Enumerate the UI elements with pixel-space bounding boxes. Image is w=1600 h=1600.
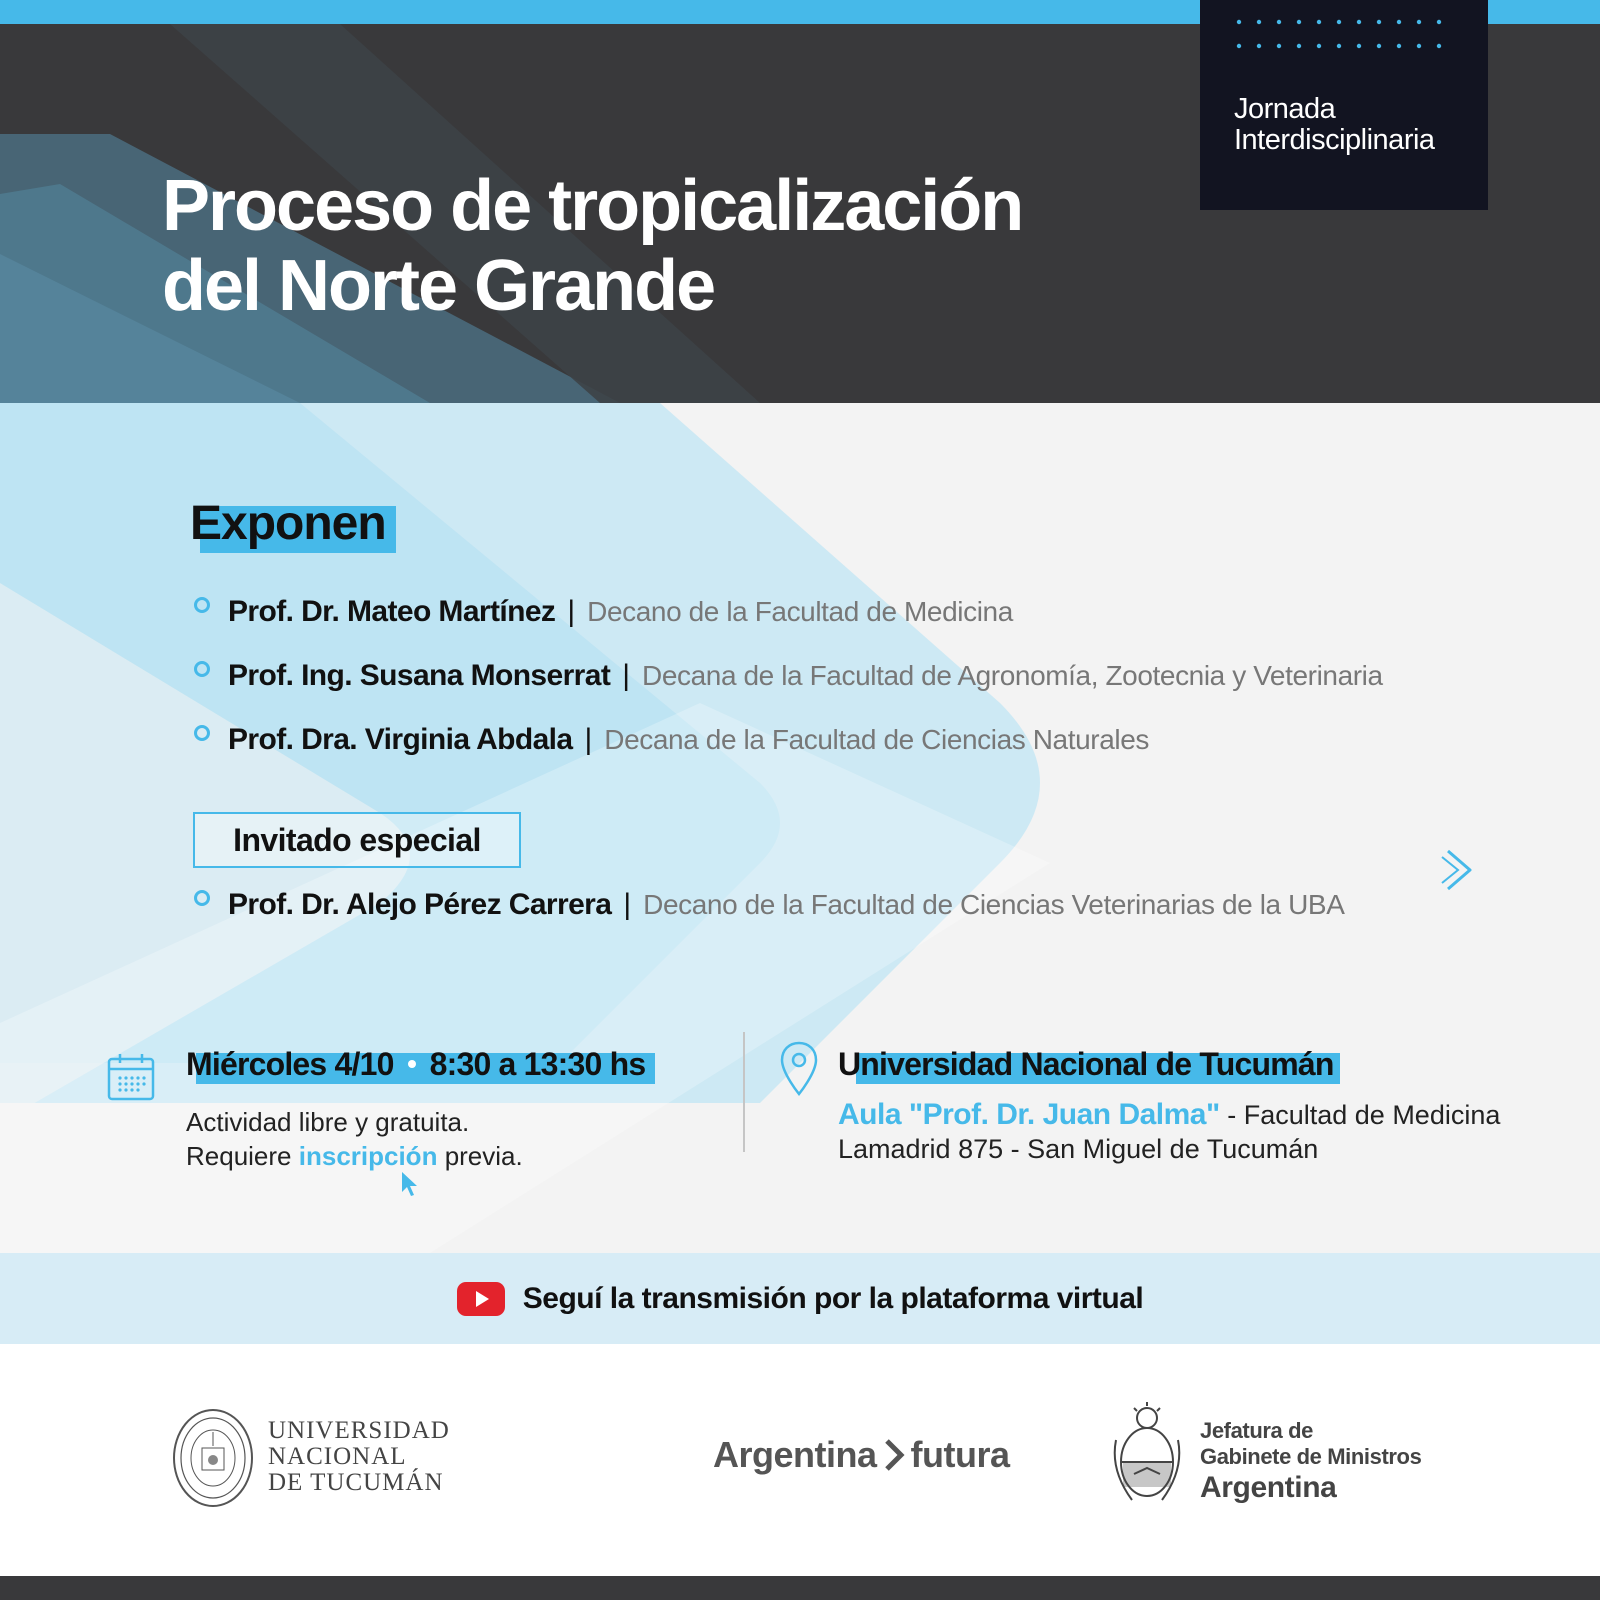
dot-separator — [408, 1060, 416, 1068]
chevron-right-icon[interactable] — [1440, 845, 1480, 895]
speaker-role: Decana de la Facultad de Ciencias Naturales — [604, 724, 1149, 755]
bottom-bar — [0, 1576, 1600, 1600]
event-date-time — [186, 1046, 645, 1083]
unt-seal-logo — [172, 1408, 254, 1508]
bullet-icon — [194, 597, 210, 613]
argentina-futura-logo: Argentina futura — [713, 1434, 1010, 1475]
page-title — [162, 166, 1022, 326]
info-line-2: Requiere inscripción previa. — [186, 1141, 523, 1171]
registration-link[interactable]: inscripción — [298, 1141, 438, 1171]
event-time: 8:30 a 13:30 hs — [429, 1046, 646, 1082]
bullet-icon — [194, 661, 210, 677]
speaker-name: Prof. Dra. Virginia Abdala — [228, 723, 573, 756]
venue-name: Universidad Nacional de Tucumán — [838, 1046, 1334, 1082]
venue-address: Lamadrid 875 - San Miguel de Tucumán — [838, 1134, 1319, 1164]
separator: | — [567, 595, 576, 628]
speaker-name: Prof. Dr. Alejo Pérez Carrera — [228, 888, 612, 921]
bullet-icon — [194, 725, 210, 741]
bullet-icon — [194, 890, 210, 906]
unt-logo-text: UNIVERSIDAD NACIONAL DE TUCUMÁN — [268, 1417, 450, 1496]
badge-line-2: Interdisciplinaria — [1234, 124, 1435, 156]
speaker-name: Prof. Ing. Susana Monserrat — [228, 659, 611, 692]
dots-decoration — [1236, 18, 1456, 58]
speaker-item — [194, 592, 1013, 632]
room-name: Aula "Prof. Dr. Juan Dalma" — [838, 1098, 1220, 1131]
calendar-icon — [106, 1052, 156, 1102]
separator: | — [623, 888, 632, 921]
title-line-1: Proceso de tropicalización — [162, 166, 1023, 246]
chevron-logo-icon — [883, 1437, 905, 1473]
cursor-icon — [400, 1170, 422, 1198]
location-pin-icon — [778, 1040, 820, 1098]
title-line-2: del Norte Grande — [162, 246, 715, 326]
invited-speaker-item — [194, 885, 1344, 925]
separator: | — [622, 659, 631, 692]
speakers-heading: Exponen — [190, 497, 386, 550]
info-line-1: Actividad libre y gratuita. — [186, 1107, 470, 1137]
divider — [743, 1032, 745, 1152]
speaker-role: Decano de la Facultad de Ciencias Veterinarias de la UBA — [643, 889, 1345, 920]
venue-room — [838, 1098, 1500, 1132]
badge-line-1: Jornada — [1234, 93, 1336, 125]
invited-label: Invitado especial — [193, 812, 521, 868]
stream-banner[interactable] — [0, 1253, 1600, 1344]
event-type-badge — [1200, 0, 1488, 210]
event-day: Miércoles 4/10 — [186, 1046, 394, 1082]
stream-text: Seguí la transmisión por la plataforma virtual — [522, 1281, 1144, 1315]
separator: | — [584, 723, 593, 756]
faculty-name: - Facultad de Medicina — [1227, 1100, 1501, 1130]
event-info — [186, 1105, 523, 1173]
youtube-icon[interactable] — [457, 1282, 505, 1316]
coat-of-arms-logo — [1112, 1400, 1182, 1510]
speaker-item — [194, 656, 1383, 696]
speaker-name: Prof. Dr. Mateo Martínez — [228, 595, 556, 628]
badge-text — [1234, 94, 1435, 156]
jgm-logo-text: Jefatura de Gabinete de Ministros Argentina — [1200, 1418, 1422, 1504]
speaker-role: Decana de la Facultad de Agronomía, Zootecnia y Veterinaria — [642, 660, 1383, 691]
speaker-role: Decano de la Facultad de Medicina — [587, 596, 1013, 627]
speaker-item — [194, 720, 1149, 760]
